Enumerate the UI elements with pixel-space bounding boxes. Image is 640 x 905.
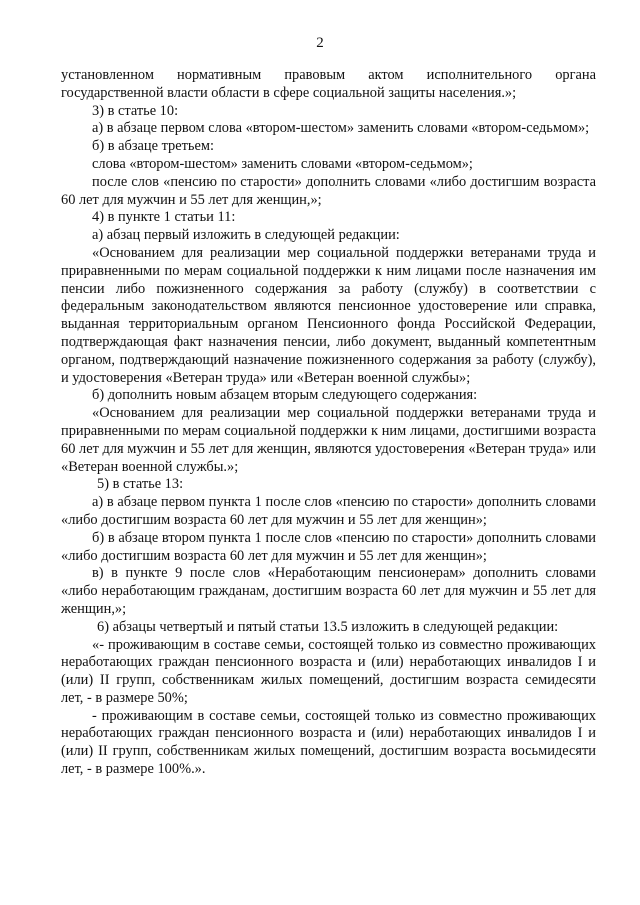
paragraph: а) в абзаце первом слова «втором-шестом» заменить словами «втором-седьмом»;	[92, 120, 590, 137]
paragraph: «- проживающим в составе семьи, состоящей только из совместно проживающих неработающих граждан пенсионного возраста и (или) неработающих инвалидов I и (или) II групп, собственникам жилых помещений, достигшим возраста семидесяти лет, - в размере 50%;	[61, 636, 596, 706]
paragraph: «Основанием для реализации мер социальной поддержки ветеранами труда и приравненными по мерам социальной поддержки к ним лицами после назначения им пенсии либо пожизненного содержания за работу (службу) в соответствии с федеральным законодательством являются пенсионное удостоверение или справка, выданная территориальным органом Пенсионного фонда Российской Федерации, подтверждающая факт назначения пенсии, либо документ, выданный компетентным органом, подтверждающий назначение пожизненного содержания за работу (службу), и удостоверения «Ветеран труда» или «Ветеран военной службы»;	[61, 244, 596, 386]
paragraph: установленном нормативным правовым актом исполнительного органа государственной власти области в сфере социальной защиты населения.»;	[61, 67, 596, 101]
paragraph: б) в абзаце третьем:	[92, 138, 214, 155]
document-body	[61, 67, 596, 779]
paragraph: 6) абзацы четвертый и пятый статьи 13.5 изложить в следующей редакции:	[97, 618, 559, 635]
paragraph: б) дополнить новым абзацем вторым следующего содержания:	[92, 387, 478, 404]
paragraph: слова «втором-шестом» заменить словами «втором-седьмом»;	[92, 155, 473, 172]
paragraph: после слов «пенсию по старости» дополнить словами «либо достигшим возраста 60 лет для мужчин и 55 лет для женщин,»;	[61, 173, 596, 208]
paragraph: 5) в статье 13:	[97, 476, 184, 493]
paragraph: а) абзац первый изложить в следующей редакции:	[92, 227, 400, 244]
paragraph: 3) в статье 10:	[92, 102, 179, 119]
page-number: 2	[316, 35, 324, 51]
paragraph: «Основанием для реализации мер социальной поддержки ветеранами труда и приравненными по мерам социальной поддержки к ним лицами, достигшими возраста 60 лет для мужчин и 55 лет для женщин, являются удостоверения «Ветеран труда» или «Ветеран военной службы.»;	[61, 405, 596, 475]
paragraph: в) в пункте 9 после слов «Неработающим пенсионерам» дополнить словами «либо неработающим гражданам, достигшим возраста 60 лет для мужчин и 55 лет для женщин,»;	[61, 565, 596, 617]
paragraph: а) в абзаце первом пункта 1 после слов «пенсию по старости» дополнить словами «либо достигшим возраста 60 лет для мужчин и 55 лет для женщин»;	[61, 494, 596, 528]
paragraph: б) в абзаце втором пункта 1 после слов «пенсию по старости» дополнить словами «либо достигшим возраста 60 лет для мужчин и 55 лет для женщин»;	[61, 529, 596, 564]
paragraph: - проживающим в составе семьи, состоящей только из совместно проживающих неработающих граждан пенсионного возраста и (или) неработающих инвалидов I и (или) II групп, собственникам жилых помещений, достигшим возраста восьмидесяти лет, - в размере 100%.».	[61, 707, 596, 778]
paragraph: 4) в пункте 1 статьи 11:	[92, 209, 236, 226]
